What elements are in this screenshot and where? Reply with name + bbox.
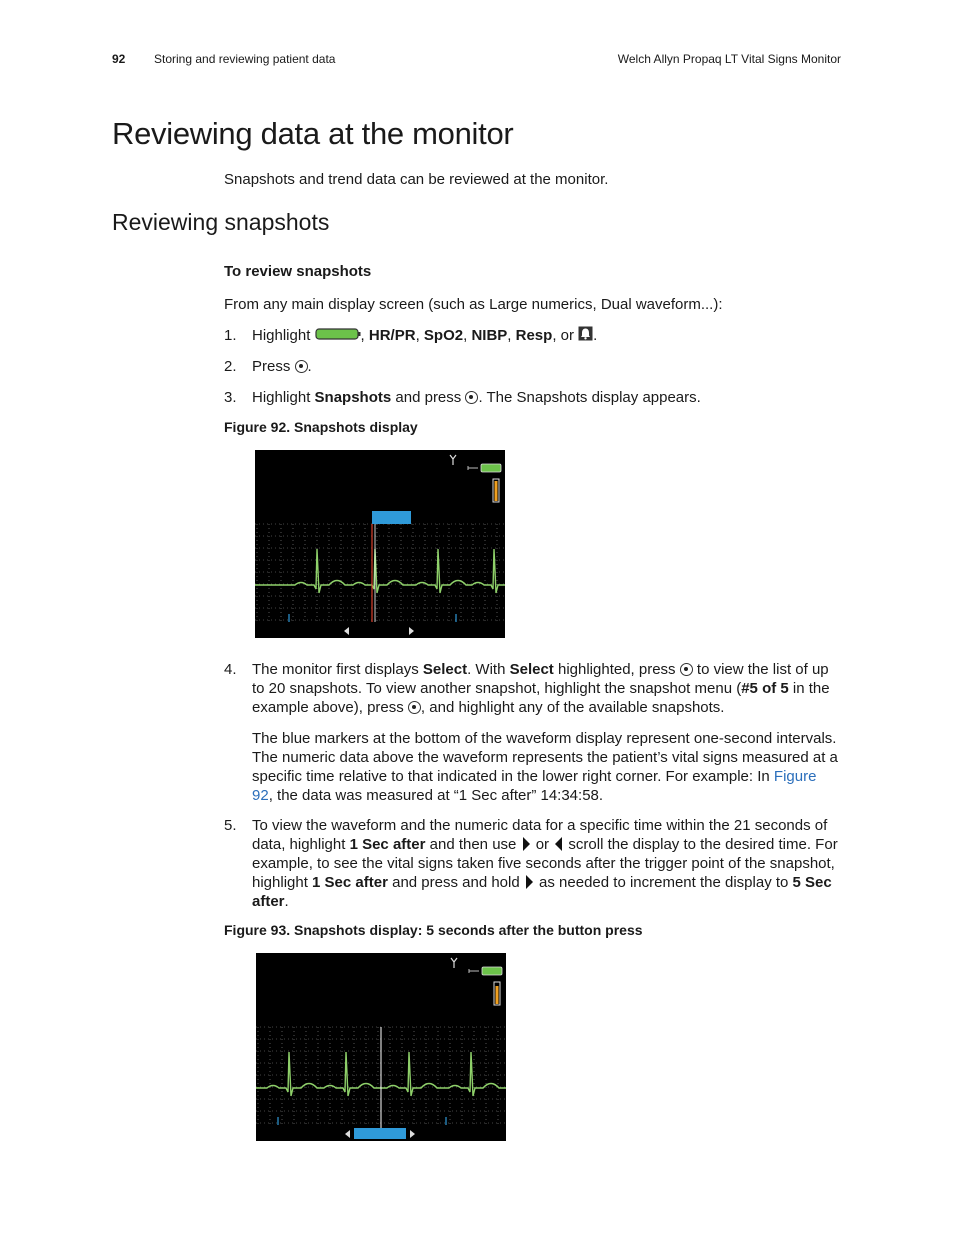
procedure-intro: From any main display screen (such as Large numerics, Dual waveform...): — [224, 296, 723, 313]
antenna-icon — [450, 455, 456, 465]
figure-93-caption: Figure 93. Snapshots display: 5 seconds after the button press — [224, 922, 643, 938]
select-button-icon — [680, 663, 693, 676]
waveform-display — [256, 953, 506, 1141]
page-number: 92 — [112, 52, 126, 66]
select-button-icon — [295, 360, 308, 373]
battery-tab-icon — [315, 327, 361, 346]
step-number: 3. — [224, 389, 237, 406]
scroll-right-icon — [409, 627, 414, 635]
select-highlight — [372, 511, 411, 524]
right-arrow-icon — [526, 875, 533, 889]
step-number: 1. — [224, 327, 237, 344]
running-header-manual: Welch Allyn Propaq LT Vital Signs Monitor — [617, 52, 841, 66]
intro-text: Snapshots and trend data can be reviewed at the monitor. — [224, 171, 609, 188]
step-text: To view the waveform and the numeric data for a specific time within the 21 seconds of data, highlight 1 Sec after and then use or scroll the display to the desired time. For example, to see the vital signs taken five seconds after the trigger point of the snapshot, highlight 1 Sec after and press and hold as needed to increment the display to 5 Sec after. — [252, 817, 838, 910]
select-button-icon — [408, 701, 421, 714]
page-title: Reviewing data at the monitor — [112, 116, 514, 151]
figure-92-caption: Figure 92. Snapshots display — [224, 419, 418, 435]
step-text: Press . — [252, 358, 312, 375]
left-arrow-icon — [555, 837, 562, 851]
battery-icon — [482, 967, 502, 975]
snapshot-screen-figure-93 — [256, 953, 506, 1141]
scroll-right-icon — [410, 1130, 415, 1138]
level-fill — [496, 986, 499, 1004]
marker-explanation: The blue markers at the bottom of the waveform display represent one-second intervals. The numeric data above the waveform represents the patient’s vital signs measured at a specific time relative to that indicated in the lower right corner. For example: In Figure 92, the data was measured at “1 Sec after” 14:34:58. — [252, 730, 838, 804]
step-number: 4. — [224, 661, 237, 678]
plug-icon — [469, 969, 479, 973]
plug-icon — [468, 466, 478, 470]
step-number: 5. — [224, 817, 237, 834]
figure-92-link[interactable]: Figure 92 — [252, 768, 817, 804]
running-header-section: Storing and reviewing patient data — [154, 52, 336, 66]
time-highlight — [354, 1128, 406, 1139]
battery-icon — [481, 464, 501, 472]
antenna-icon — [451, 958, 457, 968]
step-text: The monitor first displays Select. With Select highlighted, press to view the list of up to 20 snapshots. To view another snapshot, highlight the snapshot menu (#5 of 5 in the example above), press , and highlight any of the available snapshots. — [252, 661, 830, 716]
scroll-left-icon — [344, 627, 349, 635]
step-text: Highlight , HR/PR, SpO2, NIBP, Resp, or . — [252, 326, 840, 346]
level-fill — [495, 481, 498, 501]
step-text: Highlight Snapshots and press . The Snapshots display appears. — [252, 389, 701, 406]
section-heading: Reviewing snapshots — [112, 209, 330, 235]
alarm-bell-icon — [578, 326, 593, 346]
step-number: 2. — [224, 358, 237, 375]
waveform-display — [255, 450, 505, 638]
procedure-title: To review snapshots — [224, 263, 372, 280]
scroll-left-icon — [345, 1130, 350, 1138]
right-arrow-icon — [523, 837, 530, 851]
select-button-icon — [465, 391, 478, 404]
snapshot-screen-figure-92 — [255, 450, 505, 638]
ecg-waveform — [255, 549, 505, 593]
